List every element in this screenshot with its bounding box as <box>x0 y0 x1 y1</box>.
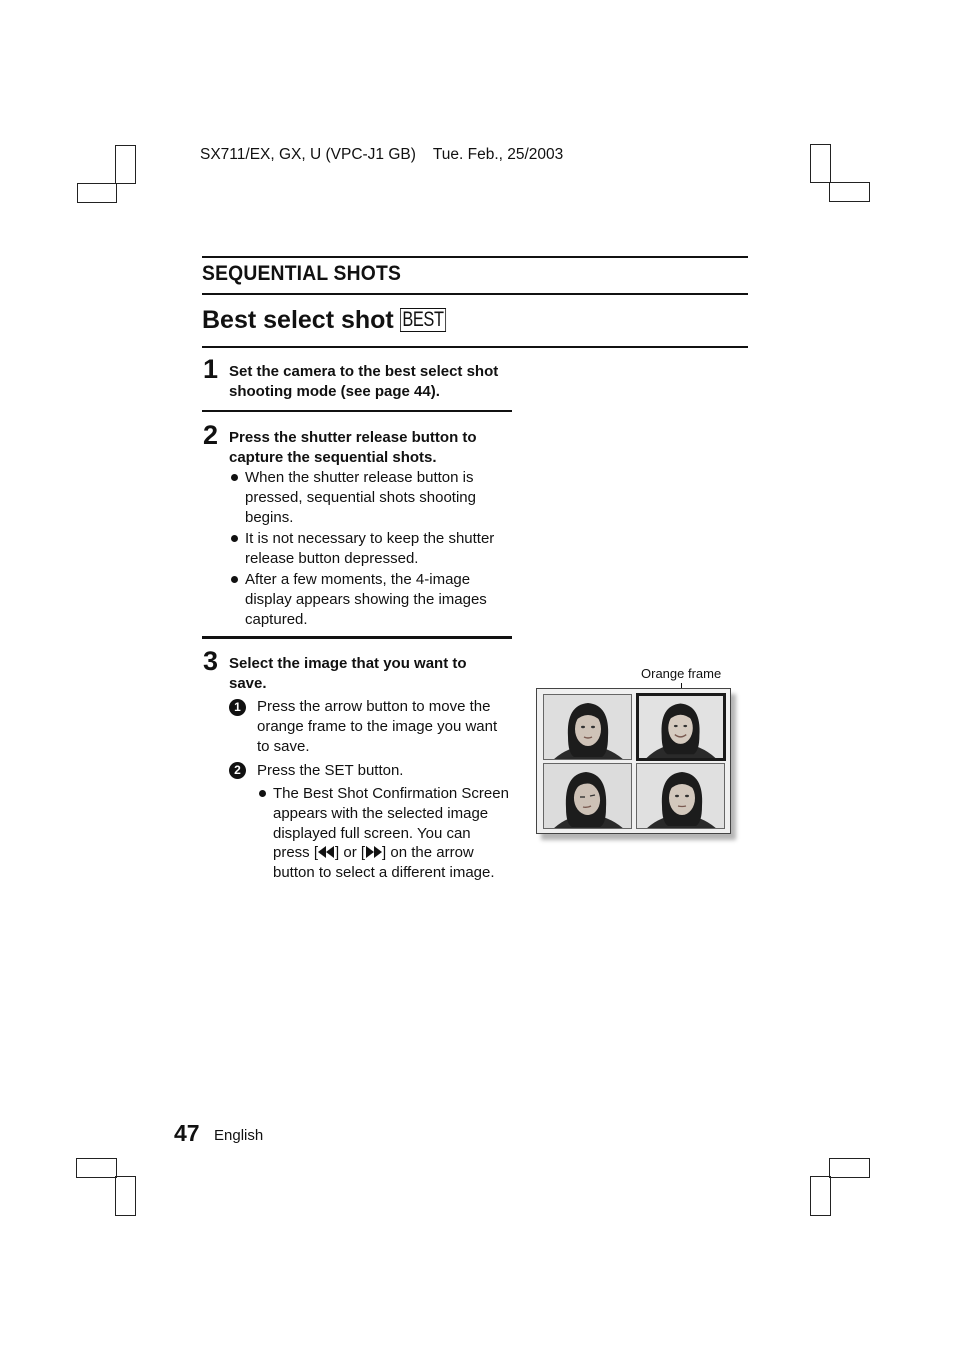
portrait-image <box>639 696 723 758</box>
figure-caption: Orange frame <box>641 666 722 681</box>
substep-marker-1: 1 <box>229 699 246 716</box>
step-number-3: 3 <box>203 646 219 676</box>
note-text-end: ] on the arrow button to select a different image. <box>273 844 495 882</box>
crop-mark-top-right-vertical <box>810 144 831 183</box>
section-title: SEQUENTIAL SHOTS <box>202 262 402 285</box>
step-3-substep-2: Press the SET button. <box>257 762 404 779</box>
crop-mark-bottom-left-horizontal <box>76 1158 117 1178</box>
best-mode-icon: BEST <box>400 308 446 332</box>
step-2-bullet-2: It is not necessary to keep the shutter release button depressed. <box>245 530 495 567</box>
note-text-between: ] or [ <box>335 844 366 862</box>
crop-mark-top-left-horizontal <box>77 183 117 203</box>
divider-heading <box>202 346 748 348</box>
crop-mark-bottom-right-vertical <box>810 1176 831 1216</box>
step-2-bullet-3: After a few moments, the 4-image display appears showing the images captured. <box>245 571 487 628</box>
step-3-text: Select the image that you want to save. <box>229 655 467 692</box>
page-title-text: Best select shot <box>202 306 394 334</box>
page-number: 47 <box>174 1120 200 1146</box>
divider-top <box>202 256 748 258</box>
thumbnail-4 <box>636 763 725 829</box>
page-title <box>202 306 459 335</box>
portrait-image <box>637 764 725 829</box>
header-date: Tue. Feb., 25/2003 <box>432 146 564 163</box>
step-number-2: 2 <box>203 420 219 450</box>
rewind-icon <box>318 846 335 858</box>
step-2-bullet-1: When the shutter release button is pressed, sequential shots shooting begins. <box>245 469 476 526</box>
crop-mark-top-left-vertical <box>115 145 136 184</box>
bullet-icon <box>259 790 266 797</box>
step-2-text: Press the shutter release button to capture the sequential shots. <box>229 429 477 466</box>
crop-mark-top-right-horizontal <box>829 182 870 202</box>
page-language: English <box>214 1127 264 1144</box>
step-3-substep-1: Press the arrow button to move the orange frame to the image you want to save. <box>257 698 498 755</box>
bullet-icon <box>231 535 238 542</box>
fast-forward-icon <box>365 846 382 858</box>
print-header <box>200 146 563 164</box>
header-model: SX711/EX, GX, U (VPC-J1 GB) <box>200 146 416 163</box>
thumbnail-1 <box>543 694 632 760</box>
crop-mark-bottom-left-vertical <box>115 1176 136 1216</box>
substep-marker-2: 2 <box>229 762 246 779</box>
note-text-start: The Best Shot Confirmation Screen appears with the selected image displayed full screen. You can press [ <box>273 785 509 862</box>
divider-step-1 <box>202 410 512 412</box>
portrait-image <box>544 695 632 760</box>
thumbnail-3 <box>543 763 632 829</box>
portrait-image <box>544 764 632 829</box>
step-3-note <box>273 784 511 883</box>
divider-step-2 <box>202 636 512 639</box>
crop-mark-bottom-right-horizontal <box>829 1158 870 1178</box>
thumbnail-2-selected <box>636 693 726 761</box>
step-number-1: 1 <box>203 354 219 384</box>
step-1-text: Set the camera to the best select shot shooting mode (see page 44). <box>229 363 499 400</box>
bullet-icon <box>231 576 238 583</box>
four-image-display <box>536 688 731 834</box>
divider-section <box>202 293 748 295</box>
bullet-icon <box>231 474 238 481</box>
